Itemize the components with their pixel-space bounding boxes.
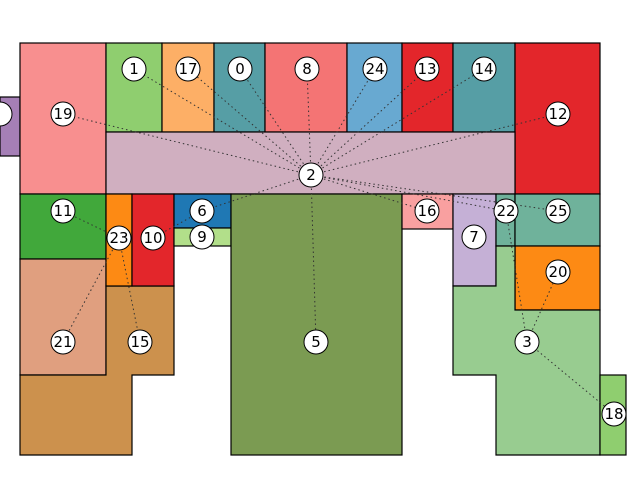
node-19 bbox=[51, 102, 75, 126]
node-18 bbox=[602, 402, 626, 426]
svg-text:1: 1 bbox=[129, 60, 139, 78]
region-0 bbox=[214, 43, 265, 132]
node-16 bbox=[415, 199, 439, 223]
svg-text:15: 15 bbox=[130, 333, 150, 351]
svg-text:0: 0 bbox=[235, 60, 245, 78]
svg-text:2: 2 bbox=[306, 166, 316, 184]
node-20 bbox=[546, 260, 570, 284]
region-21 bbox=[20, 259, 106, 375]
region-17 bbox=[162, 43, 214, 132]
node-22 bbox=[494, 199, 518, 223]
svg-text:3: 3 bbox=[522, 333, 532, 351]
node-7 bbox=[462, 225, 486, 249]
node-12 bbox=[546, 102, 570, 126]
svg-text:21: 21 bbox=[53, 333, 73, 351]
svg-text:10: 10 bbox=[143, 229, 163, 247]
node-2 bbox=[299, 163, 323, 187]
node-9 bbox=[190, 225, 214, 249]
node-0 bbox=[228, 57, 252, 81]
svg-text:11: 11 bbox=[53, 202, 73, 220]
node-3 bbox=[515, 330, 539, 354]
node-1 bbox=[122, 57, 146, 81]
node-23 bbox=[107, 226, 131, 250]
node-10 bbox=[141, 226, 165, 250]
node-5 bbox=[304, 330, 328, 354]
region-14 bbox=[453, 43, 515, 132]
svg-text:8: 8 bbox=[302, 60, 312, 78]
svg-text:19: 19 bbox=[53, 105, 73, 123]
node-6 bbox=[190, 199, 214, 223]
svg-text:12: 12 bbox=[548, 105, 568, 123]
node-25 bbox=[546, 199, 570, 223]
region-13 bbox=[402, 43, 453, 132]
svg-text:20: 20 bbox=[548, 263, 568, 281]
node-11 bbox=[51, 199, 75, 223]
region-5 bbox=[231, 194, 402, 455]
node-17 bbox=[176, 57, 200, 81]
node-8 bbox=[295, 57, 319, 81]
svg-text:7: 7 bbox=[469, 228, 479, 246]
region-layer bbox=[0, 43, 626, 455]
svg-text:24: 24 bbox=[365, 60, 385, 78]
node-14 bbox=[472, 57, 496, 81]
svg-text:23: 23 bbox=[109, 229, 129, 247]
region-1 bbox=[106, 43, 162, 132]
node-13 bbox=[415, 57, 439, 81]
svg-text:6: 6 bbox=[197, 202, 207, 220]
svg-text:5: 5 bbox=[311, 333, 321, 351]
node-15 bbox=[128, 330, 152, 354]
svg-text:14: 14 bbox=[474, 60, 494, 78]
svg-text:18: 18 bbox=[604, 405, 624, 423]
region-24 bbox=[347, 43, 402, 132]
svg-text:16: 16 bbox=[417, 202, 437, 220]
svg-text:17: 17 bbox=[178, 60, 198, 78]
svg-text:9: 9 bbox=[197, 228, 207, 246]
node-24 bbox=[363, 57, 387, 81]
svg-text:13: 13 bbox=[417, 60, 437, 78]
node-21 bbox=[51, 330, 75, 354]
svg-text:22: 22 bbox=[496, 202, 516, 220]
svg-text:25: 25 bbox=[548, 202, 568, 220]
region-8 bbox=[265, 43, 347, 132]
